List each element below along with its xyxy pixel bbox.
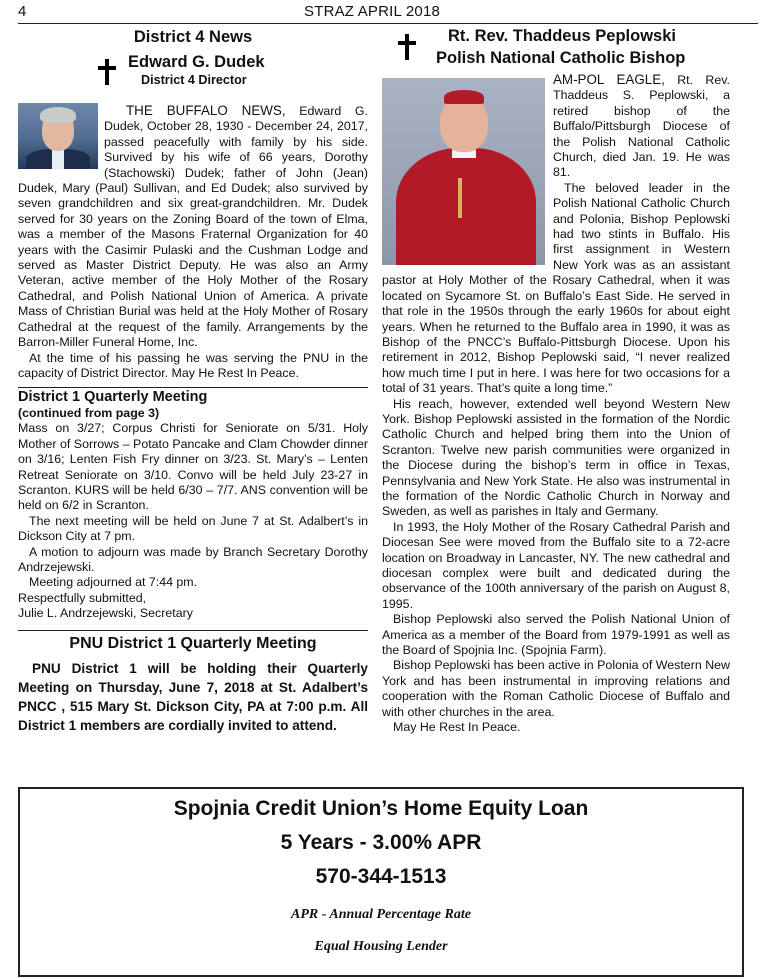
cross-icon [398, 34, 416, 60]
bishop-source: AM-POL EAGLE, [553, 72, 665, 87]
ad-apr-note: APR - Annual Percentage Rate [291, 907, 471, 922]
divider [18, 387, 368, 388]
dudek-role: District 4 Director [141, 73, 247, 87]
pnu-notice-title: PNU District 1 Quarterly Meeting [69, 634, 317, 652]
bishop-photo [382, 78, 545, 265]
bishop-para6: Bishop Peplowski has been active in Polonia of Western New York and has been instrumental in improving relations and cooperation with the Roman Catholic Diocese of Buffalo and with other churches in the area. [382, 658, 730, 719]
bishop-heading [382, 24, 730, 72]
dudek-closing: At the time of his passing he was serving the PNU in the capacity of District Director. May He Rest In Peace. [18, 350, 368, 380]
divider [18, 630, 368, 631]
district1-para2: The next meeting will be held on June 7 at St. Adalbert’s in Dickson City at 7 pm. [18, 513, 368, 544]
dudek-photo [18, 103, 98, 169]
ad-lender: Equal Housing Lender [314, 939, 448, 954]
district1-para1: Mass on 3/27; Corpus Christi for Seniorate on 5/31. Holy Mother of Sorrows – Potato Pancake and Clam Chowder dinner on 3/16; Lenten Fish Fry dinner on 3/23. St. Mary’s – Lenten Retreat Seniorate on 3/10. Convo will be held July 23-27 in Scranton. KURS will be held 6/30 – 7/7. ANS convention will be held on 6/2 in Scranton. [18, 421, 368, 513]
page-number: 4 [18, 3, 27, 20]
cross-icon [98, 59, 116, 85]
ad-headline: Spojnia Credit Union’s Home Equity Loan [173, 797, 589, 820]
district4-section-title: District 4 News [133, 28, 253, 46]
dudek-heading [18, 47, 368, 91]
pnu-notice-body: PNU District 1 will be holding their Quarterly Meeting on Thursday, June 7, 2018 at St. Adalbert’s PNCC , 515 Mary St. Dickson City, PA at 7:00 p.m. All District 1 members are cordially invited to attend. [18, 660, 368, 733]
bishop-intro: AM-POL EAGLE, Rt. Rev. Thaddeus S. Peplowski, a retired bishop of the Buffalo/Pittsburgh Diocese of the Polish National Catholic Church, died Jan. 19. He was 81. [553, 72, 730, 180]
bishop-para4: In 1993, the Holy Mother of the Rosary Cathedral Parish and Diocesan See were moved from the Buffalo site to a 72-acre location on Broadway in Lancaster, NY. The new cathedral and diocesan complex were built and dedicated during the observance of the 100th anniversary of the parish on August 8, 1995. [382, 519, 730, 611]
left-column [18, 24, 368, 735]
bishop-para5: Bishop Peplowski also served the Polish National Union of America as a member of the Board from 1979-1991 as well as the Board of Spojnia Inc. (Spojnia Farm). [382, 612, 730, 658]
district1-para4: Meeting adjourned at 7:44 pm. [29, 575, 198, 590]
district1-signature: Julie L. Andrzejewski, Secretary [18, 606, 193, 621]
right-column [382, 24, 730, 735]
district1-continued: (continued from page 3) [18, 406, 160, 421]
district1-para3: A motion to adjourn was made by Branch Secretary Dorothy Andrzejewski. [18, 544, 368, 574]
pnu-notice [18, 635, 368, 735]
page-header [18, 3, 758, 24]
dudek-source: THE BUFFALO NEWS, [126, 103, 286, 118]
bishop-para2: The beloved leader in the Polish National Catholic Church and Polonia, Bishop Peplowski had two stints in Buffalo. His first assignment in Western New York was as an assistant pastor at Holy Mother of the Rosary Cathedral, when it was located on Sycamore St. on Buffalo’s East Side. He served in that role in the 1950s through the early 1960s for about eight years. When he returned to the Buffalo area in 1990, it was as Bishop of the PNCC’s Buffalo-Pittsburgh Diocese. Upon his retirement in 2012, Bishop Peplowski said, “I never realized how much time I put in here. I was here for two occasions for a total of 31 years. That’s quite a long time.” [382, 180, 730, 396]
bishop-title-line2: Polish National Catholic Bishop [436, 49, 686, 67]
credit-union-ad [18, 787, 744, 977]
dudek-name: Edward G. Dudek [128, 53, 265, 71]
dudek-obituary [18, 103, 368, 381]
ad-phone: 570-344-1513 [315, 865, 447, 888]
publication-title: STRAZ APRIL 2018 [304, 3, 441, 20]
bishop-para3: His reach, however, extended well beyond Western New York. Bishop Peplowski assisted in the formation of the Nordic Catholic Church and helped bring them into the Union of Scranton. Twelve new parish communities were organized in the Diocese during the bishop’s term in office in Texas, Pennsylvania and New York State. He also was instrumental in the formation of the Nordic Catholic Church in Norway and Sweden, as well as parishes in Italy and Germany. [382, 396, 730, 519]
district1-para5: Respectfully submitted, [18, 590, 147, 605]
bishop-para7: May He Rest In Peace. [393, 720, 521, 735]
district1-title: District 1 Quarterly Meeting [18, 389, 208, 406]
dudek-body: THE BUFFALO NEWS, Edward G. Dudek, October 28, 1930 - December 24, 2017, passed peacefully with family by his side. Survived by his wife of 66 years, Dorothy (Stachowski) Dudek; father of John (Jean) Dudek, Mary (Paul) Sullivan, and Ed Dudek; also survived by seven grandchildren and six great-grandchildren. Mr. Dudek served for 30 years on the Zoning Board of the town of Elma, was a member of the Masons Fraternal Organization for 40 years with the Casimir Pulaski and the Cushman Lodge and served as Master District Deputy. He was also an Army Veteran, active member of the Holy Mother of the Rosary Cathedral, and Polish National Union of America. A private Mass of Christian Burial was held at the Holy Mother of Rosary Cathedral at the request of the family. Arrangements by the Barron-Miller Funeral Home, Inc. [18, 103, 368, 350]
bishop-obituary [382, 72, 730, 735]
ad-rate: 5 Years - 3.00% APR [280, 831, 482, 854]
bishop-title-line1: Rt. Rev. Thaddeus Peplowski [448, 27, 676, 45]
district1-report [18, 389, 368, 621]
